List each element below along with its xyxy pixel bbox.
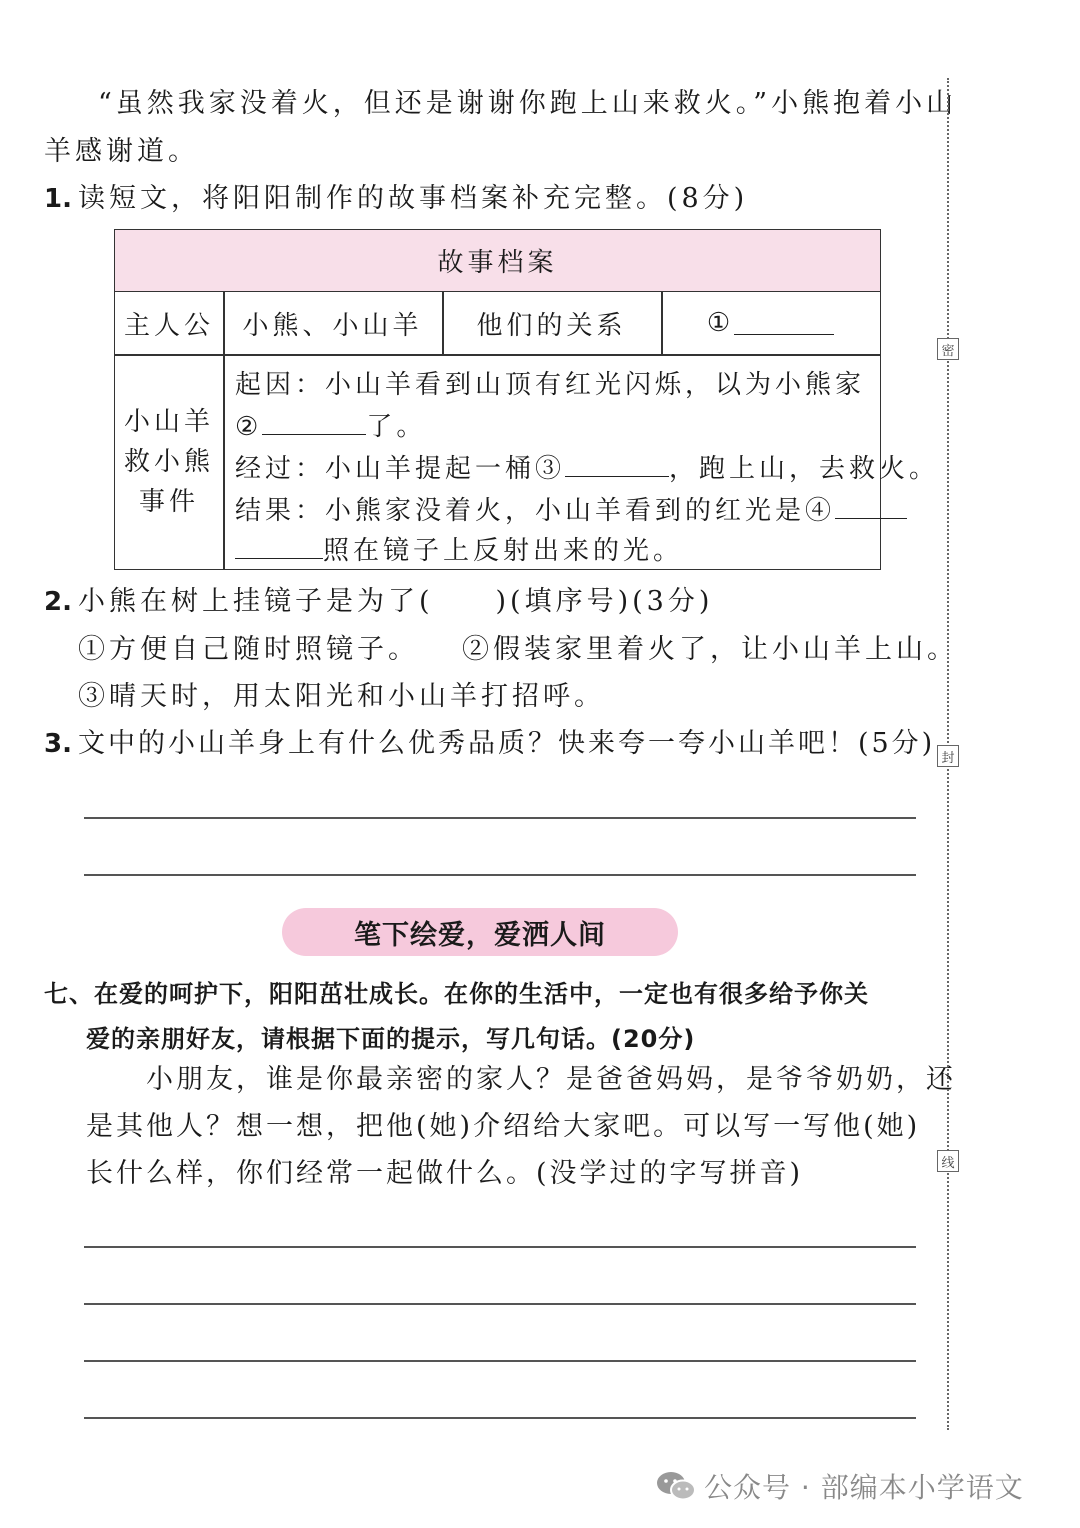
- question-7-line-2: 爱的亲朋好友，请根据下面的提示，写几句话。(20分): [86, 1025, 696, 1053]
- event-label: [115, 354, 223, 569]
- question-7-line-1: 七、在爱的呵护下，阳阳茁壮成长。在你的生活中，一定也有很多给予你关: [44, 980, 869, 1008]
- process-line: [235, 448, 939, 485]
- passage-line-2: 羊感谢道。: [44, 136, 199, 167]
- question-2: [44, 588, 713, 615]
- event-label-line: 救小熊: [123, 446, 214, 477]
- watermark-text: 公众号 · 部编本小学语文: [704, 1471, 1024, 1504]
- watermark: [656, 1466, 1024, 1506]
- result-line-2: [235, 530, 683, 567]
- blank-2-line[interactable]: [262, 412, 366, 435]
- result-text-end: 照在镜子上反射出来的光。: [323, 536, 684, 566]
- seal-mark: 封: [937, 745, 959, 767]
- prompt-line-3: 长什么样，你们经常一起做什么。(没学过的字写拼音): [86, 1158, 804, 1189]
- blank-1-marker: ①: [706, 308, 735, 338]
- question-2-number: 2.: [44, 587, 72, 617]
- process-text: 经过：小山羊提起一桶③: [235, 454, 566, 484]
- table-row-divider: [115, 354, 880, 356]
- blank-2-marker: ②: [235, 412, 263, 442]
- cause-end: 了。: [366, 412, 427, 442]
- answer-line[interactable]: [84, 874, 916, 876]
- blank-4-line-continued[interactable]: [235, 536, 323, 559]
- question-3: [44, 730, 935, 757]
- relation-answer-cell[interactable]: [661, 292, 880, 354]
- question-3-text: 文中的小山羊身上有什么优秀品质？快来夸一夸小山羊吧！(5分): [77, 728, 936, 759]
- prompt-line-1: 小朋友，谁是你最亲密的家人？是爸爸妈妈，是爷爷奶奶，还: [146, 1064, 956, 1095]
- seal-mark: 密: [937, 338, 959, 360]
- question-3-number: 3.: [44, 729, 72, 759]
- blank-1-line[interactable]: [734, 312, 834, 335]
- protagonist-label: 主人公: [123, 310, 214, 341]
- q2-option-1[interactable]: ①方便自己随时照镜子。: [78, 634, 419, 665]
- table-title: 故事档案: [115, 230, 880, 292]
- protagonist-value: 小熊、小山羊: [242, 310, 423, 341]
- cause-line-2: [235, 406, 426, 443]
- blank-3-line[interactable]: [565, 454, 669, 477]
- section-banner: 笔下绘爱，爱洒人间: [282, 908, 678, 956]
- q2-option-2[interactable]: ②假装家里着火了，让小山羊上山。: [462, 634, 958, 665]
- blank-4-line[interactable]: [835, 496, 907, 519]
- question-1-number: 1.: [44, 184, 72, 214]
- wechat-icon: [656, 1469, 696, 1503]
- q2-option-3[interactable]: ③晴天时，用太阳光和小山羊打招呼。: [78, 681, 605, 712]
- cause-line-1: 起因：小山羊看到山顶有红光闪烁，以为小熊家: [235, 370, 866, 400]
- question-1-text: 读短文，将阳阳制作的故事档案补充完整。(8分): [77, 183, 749, 214]
- event-label-line: 小山羊: [123, 406, 214, 437]
- passage-line-1: “虽然我家没着火，但还是谢谢你跑上山来救火。”小熊抱着小山: [98, 88, 958, 119]
- process-text-end: ，跑上山，去救火。: [669, 454, 940, 484]
- writing-line[interactable]: [84, 1303, 916, 1305]
- writing-line[interactable]: [84, 1246, 916, 1248]
- result-text: 结果：小熊家没着火，小山羊看到的红光是④: [235, 496, 836, 526]
- writing-line[interactable]: [84, 1360, 916, 1362]
- result-line-1: [235, 490, 907, 527]
- story-file-table: [114, 229, 940, 570]
- answer-line[interactable]: [84, 817, 916, 819]
- event-label-line: 事件: [138, 486, 199, 517]
- writing-line[interactable]: [84, 1417, 916, 1419]
- question-2-text: 小熊在树上挂镜子是为了( )(填序号)(3分): [77, 586, 714, 617]
- seal-mark: 线: [937, 1150, 959, 1172]
- question-1: [44, 185, 748, 212]
- prompt-line-2: 是其他人？想一想，把他(她)介绍给大家吧。可以写一写他(她): [86, 1111, 921, 1142]
- relation-label: 他们的关系: [476, 310, 627, 341]
